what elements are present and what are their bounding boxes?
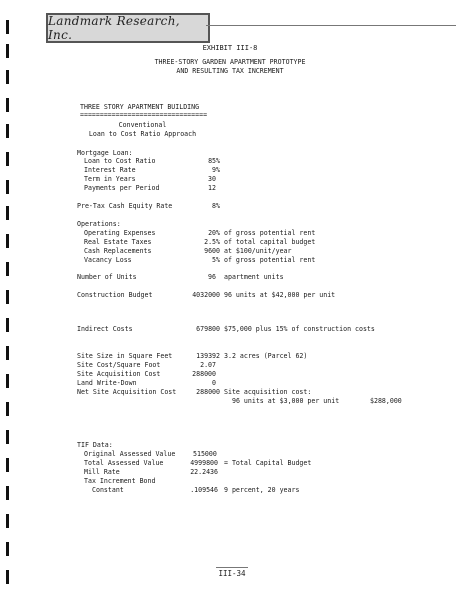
binding-mark — [6, 318, 9, 332]
site-note-units: 96 units at $3,000 per unit — [232, 397, 340, 405]
units-value: 96 — [208, 273, 216, 281]
site-label: Land Write-Down — [77, 379, 137, 387]
site-value: 288000 — [192, 370, 216, 378]
operations-value: 20% — [208, 229, 220, 237]
site-value: 288000 — [196, 388, 220, 396]
site-label: Site Cost/Square Foot — [77, 361, 161, 369]
site-label: Site Acquisition Cost — [77, 370, 161, 378]
binding-mark — [6, 206, 9, 220]
binding-mark — [6, 570, 9, 584]
building-heading-underline: ================================ — [80, 111, 208, 119]
header-rule — [206, 25, 456, 26]
mortgage-value: 85% — [208, 157, 220, 165]
operations-value: 9600 — [204, 247, 220, 255]
tif-label: Mill Rate — [84, 468, 120, 476]
operations-value: 2.5% — [204, 238, 220, 246]
binding-mark — [6, 486, 9, 500]
binding-mark — [6, 70, 9, 84]
site-value: 0 — [212, 379, 216, 387]
site-label: Site Size in Square Feet — [77, 352, 173, 360]
binding-mark — [6, 290, 9, 304]
binding-mark — [6, 458, 9, 472]
mortgage-label: Loan to Cost Ratio — [84, 157, 156, 165]
tif-note: = Total Capital Budget — [224, 459, 312, 467]
operations-note: of gross potential rent — [224, 256, 316, 264]
page-number: III-34 — [216, 567, 248, 578]
operations-label: Real Estate Taxes — [84, 238, 152, 246]
units-label: Number of Units — [77, 273, 137, 281]
binding-mark — [6, 234, 9, 248]
binding-mark — [6, 430, 9, 444]
site-note: Site acquisition cost: — [224, 388, 312, 396]
operations-note: of gross potential rent — [224, 229, 316, 237]
operations-label: Cash Replacements — [84, 247, 152, 255]
operations-label: Vacancy Loss — [84, 256, 132, 264]
site-value: 139392 — [196, 352, 220, 360]
tif-note: 9 percent, 20 years — [224, 486, 300, 494]
binding-mark — [6, 98, 9, 112]
mortgage-value: 9% — [212, 166, 220, 174]
operations-note: at $100/unit/year — [224, 247, 292, 255]
units-note: apartment units — [224, 273, 284, 281]
tif-label: Tax Increment Bond — [84, 477, 156, 485]
binding-mark — [6, 346, 9, 360]
indirect-value: 679800 — [196, 325, 220, 333]
tif-heading: TIF Data: — [77, 441, 113, 449]
tif-value: 22.2436 — [190, 468, 218, 476]
tif-value: 515000 — [193, 450, 217, 458]
exhibit-number: EXHIBIT III-8 — [202, 44, 258, 52]
tif-label: Constant — [92, 486, 124, 494]
binding-mark — [6, 402, 9, 416]
operations-heading: Operations: — [77, 220, 121, 228]
mortgage-label: Term in Years — [84, 175, 136, 183]
construction-label: Construction Budget — [77, 291, 153, 299]
construction-note: 96 units at $42,000 per unit — [224, 291, 336, 299]
binding-mark — [6, 374, 9, 388]
building-subheading-1: Conventional — [118, 121, 167, 129]
binding-mark — [6, 124, 9, 138]
site-note: 3.2 acres (Parcel 62) — [224, 352, 308, 360]
operations-label: Operating Expenses — [84, 229, 156, 237]
binding-mark — [6, 514, 9, 528]
indirect-label: Indirect Costs — [77, 325, 133, 333]
binding-mark — [6, 262, 9, 276]
binding-mark — [6, 20, 9, 34]
tif-label: Total Assessed Value — [84, 459, 164, 467]
binding-mark — [6, 542, 9, 556]
exhibit-title-line2: AND RESULTING TAX INCREMENT — [176, 67, 284, 75]
binding-mark — [6, 152, 9, 166]
tif-value: .109546 — [190, 486, 218, 494]
equity-rate-label: Pre-Tax Cash Equity Rate — [77, 202, 173, 210]
mortgage-value: 30 — [208, 175, 216, 183]
site-value: 2.07 — [200, 361, 216, 369]
operations-value: 5% — [212, 256, 220, 264]
site-note-total: $288,000 — [370, 397, 402, 405]
binding-mark — [6, 180, 9, 194]
mortgage-value: 12 — [208, 184, 216, 192]
company-stamp — [46, 13, 210, 43]
equity-rate-value: 8% — [212, 202, 220, 210]
company-stamp-text: Landmark Research, Inc. — [48, 14, 180, 42]
construction-value: 4032000 — [192, 291, 220, 299]
operations-note: of total capital budget — [224, 238, 316, 246]
tif-value: 4999800 — [190, 459, 218, 467]
building-subheading-2: Loan to Cost Ratio Approach — [88, 130, 197, 138]
mortgage-heading: Mortgage Loan: — [77, 149, 133, 157]
binding-mark — [6, 44, 9, 58]
indirect-note: $75,000 plus 15% of construction costs — [224, 325, 375, 333]
site-label: Net Site Acquisition Cost — [77, 388, 177, 396]
tif-label: Original Assessed Value — [84, 450, 176, 458]
building-heading: THREE STORY APARTMENT BUILDING — [80, 103, 200, 111]
mortgage-label: Interest Rate — [84, 166, 136, 174]
mortgage-label: Payments per Period — [84, 184, 160, 192]
exhibit-title-line1: THREE-STORY GARDEN APARTMENT PROTOTYPE — [154, 58, 306, 66]
